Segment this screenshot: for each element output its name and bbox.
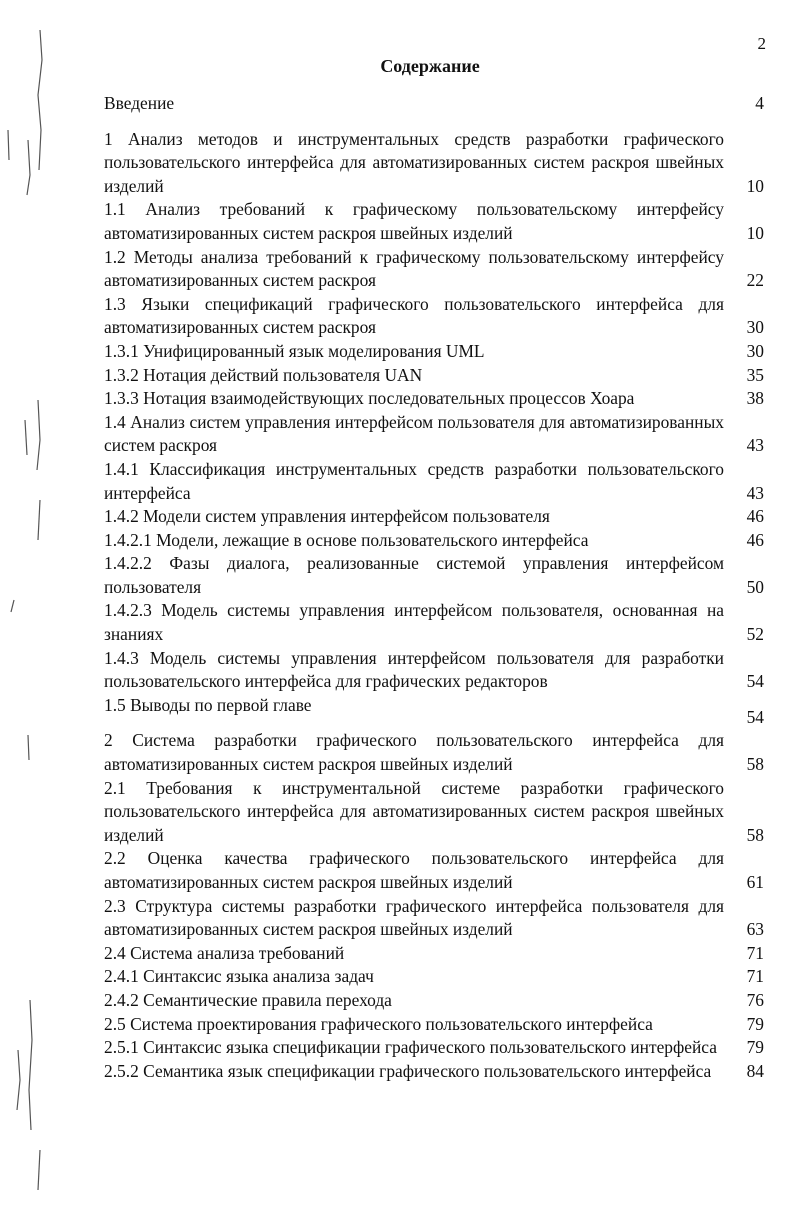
toc-entry-text: 1.1 Анализ требований к графическому пользовательскому интерфейсу автоматизированных систем раскроя швейных изделий <box>104 199 724 243</box>
toc-entry-page: 54 <box>746 671 764 692</box>
toc-entry <box>104 1036 764 1060</box>
toc-entry-page: 46 <box>746 529 764 550</box>
toc-entry-text: 1.4.2.3 Модель системы управления интерфейсом пользователя, основанная на знаниях <box>104 600 724 645</box>
toc-entry-page: 71 <box>746 966 764 987</box>
toc-entry-text: 1.4.2.1 Модели, лежащие в основе пользовательского интерфейса <box>104 529 589 550</box>
toc-entry <box>104 599 764 646</box>
toc-entry <box>104 128 764 199</box>
toc-entry-text: Введение <box>104 93 175 113</box>
toc-entry-page: 46 <box>746 506 764 527</box>
toc-entry <box>104 529 764 553</box>
toc-entry <box>104 847 764 894</box>
toc-entry-text: 1.4.2.2 Фазы диалога, реализованные системой управления интерфейсом пользователя <box>104 553 724 597</box>
toc-entry-text: 1.3.2 Нотация действий пользователя UAN <box>104 364 423 385</box>
toc-entry <box>104 1060 764 1084</box>
toc-entry <box>104 364 764 388</box>
toc-entry <box>104 694 764 727</box>
toc-entry-page: 30 <box>746 317 764 338</box>
toc-entry-text: 2.5.2 Семантика язык спецификации графического пользовательского интерфейса <box>104 1060 712 1081</box>
toc-entry <box>104 340 764 364</box>
toc-entry-page: 84 <box>746 1060 764 1081</box>
toc-entry-page: 43 <box>746 435 764 456</box>
toc-entry-page: 43 <box>746 482 764 503</box>
toc-entry-text: 2.2 Оценка качества графического пользовательского интерфейса для автоматизированных систем раскроя швейных изделий <box>104 848 724 892</box>
toc-entry-text: 1.3 Языки спецификаций графического пользовательского интерфейса для автоматизированных систем раскроя <box>104 293 724 338</box>
toc-entry-page: 76 <box>746 989 764 1010</box>
toc-entry <box>104 895 764 942</box>
toc-entry-page: 22 <box>746 270 764 291</box>
toc-entry-page: 52 <box>746 624 764 645</box>
toc-entry-page: 63 <box>746 919 764 940</box>
toc-entry-page: 38 <box>746 388 764 409</box>
toc-entry-text: 2.1 Требования к инструментальной системе разработки графического пользовательского интерфейса для автоматизированных систем раскроя швейных изделий <box>104 777 724 845</box>
toc-entry-text: 1.4.1 Классификация инструментальных средств разработки пользовательского интерфейса <box>104 458 724 503</box>
scan-edge-marks <box>0 0 60 1207</box>
toc-entry <box>104 777 764 848</box>
toc-entry-page: 4 <box>755 93 764 113</box>
toc-entry-text: 2 Система разработки графического пользовательского интерфейса для автоматизированных систем раскроя швейных изделий <box>104 730 724 775</box>
toc-entry-text: 2.4 Система анализа требований <box>104 942 345 963</box>
toc-entry <box>104 92 764 116</box>
toc-entry-page: 54 <box>746 706 764 727</box>
toc-entry <box>104 647 764 694</box>
toc-entry <box>104 505 764 529</box>
toc-entry-page: 58 <box>746 754 764 775</box>
toc-entry-text: 2.3 Структура системы разработки графического интерфейса пользователя для автоматизированных систем раскроя швейных изделий <box>104 895 724 940</box>
toc-entry <box>104 989 764 1013</box>
toc-entry-page: 61 <box>746 872 764 892</box>
toc-entry-text: 2.5 Система проектирования графического пользовательского интерфейса <box>104 1013 653 1034</box>
toc-entry-text: 1.4.3 Модель системы управления интерфейсом пользователя для разработки пользовательского интерфейса для графических редакторов <box>104 647 724 692</box>
toc-entry-page: 79 <box>746 1037 764 1058</box>
toc-entry <box>104 246 764 293</box>
toc-entry-page: 10 <box>746 175 764 196</box>
toc-entry <box>104 458 764 505</box>
toc-entry-text: 1.4 Анализ систем управления интерфейсом пользователя для автоматизированных систем раскроя <box>104 411 724 456</box>
toc-entry <box>104 411 764 458</box>
toc-entry-page: 10 <box>746 222 764 243</box>
toc-entry-page: 30 <box>746 340 764 361</box>
toc-entry-page: 58 <box>746 824 764 845</box>
toc-entry-text: 1.5 Выводы по первой главе <box>104 694 312 715</box>
toc-entry-text: 2.4.2 Семантические правила перехода <box>104 989 392 1010</box>
toc-entry <box>104 965 764 989</box>
table-of-contents <box>104 92 764 1083</box>
page-number: 2 <box>757 34 766 53</box>
toc-title: Содержание <box>380 56 480 76</box>
toc-entry-text: 1.4.2 Модели систем управления интерфейсом пользователя <box>104 506 550 527</box>
toc-entry-text: 2.4.1 Синтаксис языка анализа задач <box>104 966 374 987</box>
toc-entry-text: 1 Анализ методов и инструментальных средств разработки графического пользовательского интерфейса для автоматизированных систем раскроя швейных изделий <box>104 128 724 196</box>
toc-entry <box>104 942 764 966</box>
toc-entry-text: 1.3.1 Унифицированный язык моделирования UML <box>104 340 485 361</box>
toc-entry-page: 71 <box>746 942 764 963</box>
toc-entry-text: 1.3.3 Нотация взаимодействующих последовательных процессов Хоара <box>104 388 635 409</box>
toc-entry-text: 2.5.1 Синтаксис языка спецификации графического пользовательского интерфейса <box>104 1037 717 1058</box>
toc-entry <box>104 293 764 340</box>
toc-entry-page: 79 <box>746 1013 764 1034</box>
toc-entry <box>104 1013 764 1037</box>
toc-entry-page: 50 <box>746 576 764 597</box>
toc-entry-page: 35 <box>746 364 764 385</box>
toc-entry-text: 1.2 Методы анализа требований к графическому пользовательскому интерфейсу автоматизированных систем раскроя <box>104 246 724 291</box>
toc-entry <box>104 198 764 245</box>
toc-entry <box>104 729 764 776</box>
toc-entry <box>104 552 764 599</box>
toc-entry <box>104 387 764 411</box>
